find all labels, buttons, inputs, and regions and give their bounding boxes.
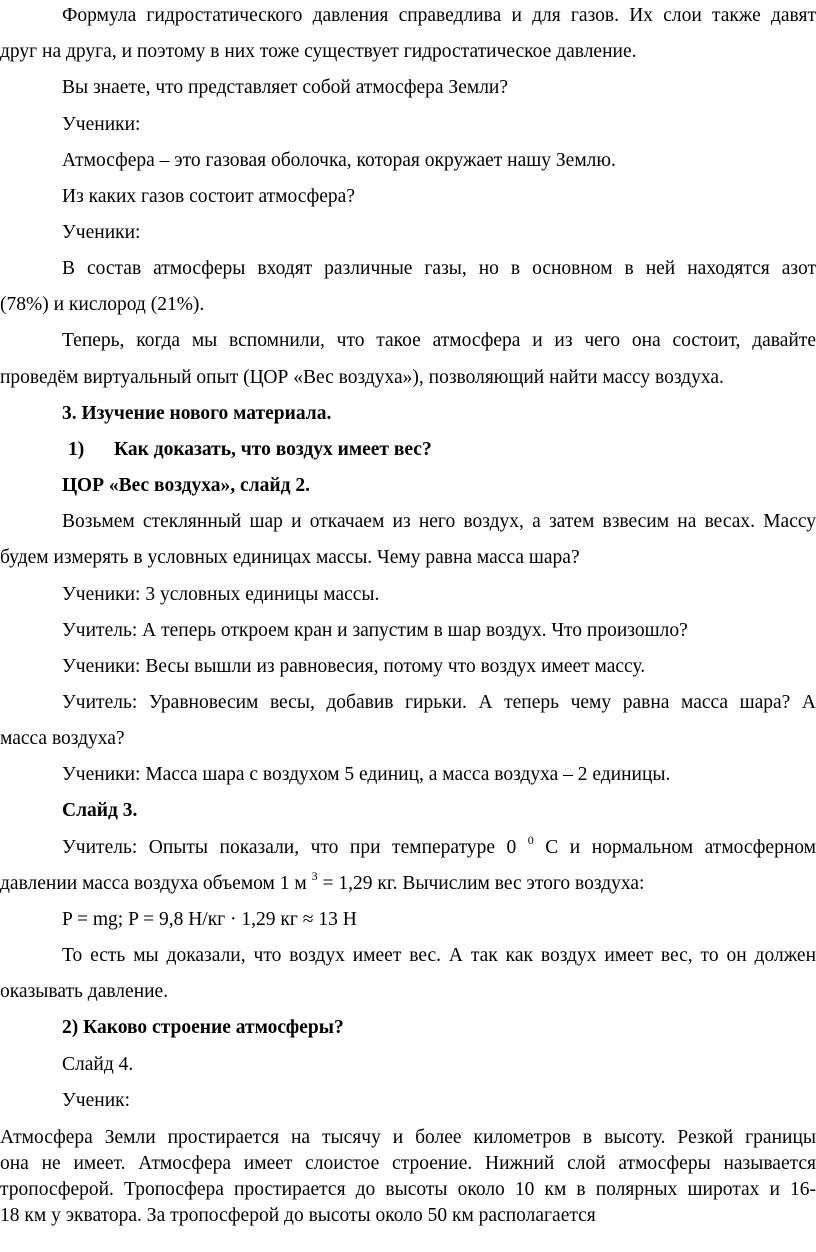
paragraph-line: друг на друга, и поэтому в них тоже существует гидростатическое давление. <box>0 41 637 62</box>
question-text: Вы знаете, что представляет собой атмосфера Земли? <box>62 77 509 98</box>
paragraph-line: Теперь, когда мы вспомнили, что такое атмосфера и из чего она состоит, давайте <box>62 330 816 351</box>
list-number: 1) <box>68 439 85 460</box>
text-segment: = 1,29 кг. Вычислим вес этого воздуха: <box>317 873 645 894</box>
paragraph-line: 18 км у экватора. За тропосферой до высоты около 50 км располагается <box>0 1205 596 1226</box>
speaker-label: Ученик: <box>62 1090 131 1111</box>
paragraph-line: (78%) и кислород (21%). <box>0 294 205 315</box>
paragraph-line: Возьмем стеклянный шар и откачаем из него воздух, а затем взвесим на весах. Массу <box>62 511 816 532</box>
paragraph-line <box>0 872 816 898</box>
dialogue-line: Учитель: А теперь откроем кран и запустим в шар воздух. Что произошло? <box>62 620 688 641</box>
paragraph-line: То есть мы доказали, что воздух имеет вес. А так как воздух имеет вес, то он должен <box>62 945 816 966</box>
answer-text: Атмосфера – это газовая оболочка, которая окружает нашу Землю. <box>62 150 616 171</box>
degree-superscript: 0 <box>527 836 534 847</box>
paragraph-line: оказывать давление. <box>0 981 169 1002</box>
dialogue-line: Ученики: Весы вышли из равновесия, потому что воздух имеет массу. <box>62 656 646 677</box>
formula-line: P = mg; P = 9,8 Н/кг · 1,29 кг ≈ 13 Н <box>62 909 357 930</box>
paragraph-line: Формула гидростатического давления справедлива и для газов. Их слои также давят <box>62 5 816 26</box>
paragraph-line: Атмосфера Земли простирается на тысячу и более километров в высоту. Резкой границы <box>0 1127 816 1148</box>
slide-label: Слайд 4. <box>62 1054 134 1075</box>
subsection-heading <box>0 438 816 464</box>
paragraph-line: она не имеет. Атмосфера имеет слоистое строение. Нижний слой атмосферы называется <box>0 1153 816 1174</box>
paragraph-line: масса воздуха? <box>0 728 125 749</box>
dialogue-line: Ученики: 3 условных единицы массы. <box>62 584 380 605</box>
paragraph-line: проведём виртуальный опыт (ЦОР «Вес воздуха»), позволяющий найти массу воздуха. <box>0 367 724 388</box>
paragraph-line: Учитель: Уравновесим весы, добавив гирьки. А теперь чему равна масса шара? А <box>62 692 816 713</box>
speaker-label: Ученики: <box>62 114 141 135</box>
slide-heading: Слайд 3. <box>62 800 138 821</box>
cubic-superscript: 3 <box>311 872 318 883</box>
section-heading: 3. Изучение нового материала. <box>62 403 332 424</box>
slide-heading: ЦОР «Вес воздуха», слайд 2. <box>62 475 310 496</box>
text-segment: Учитель: Опыты показали, что при температуре 0 <box>62 837 528 858</box>
question-text: Из каких газов состоит атмосфера? <box>62 186 355 207</box>
paragraph-line <box>0 836 816 862</box>
text-segment: С и нормальном атмосферном <box>533 837 816 858</box>
subsection-heading-text: Как доказать, что воздух имеет вес? <box>114 439 432 460</box>
paragraph-line: В состав атмосферы входят различные газы, но в основном в ней находятся азот <box>62 258 816 279</box>
subsection-heading: 2) Каково строение атмосферы? <box>62 1017 344 1038</box>
dialogue-line: Ученики: Масса шара с воздухом 5 единиц, а масса воздуха – 2 единицы. <box>62 764 671 785</box>
speaker-label: Ученики: <box>62 222 141 243</box>
paragraph-line: тропосферой. Тропосфера простирается до высоты около 10 км в полярных широтах и 16- <box>0 1179 816 1200</box>
paragraph-line: будем измерять в условных единицах массы. Чему равна масса шара? <box>0 547 580 568</box>
text-segment: давлении масса воздуха объемом 1 м <box>0 873 312 894</box>
